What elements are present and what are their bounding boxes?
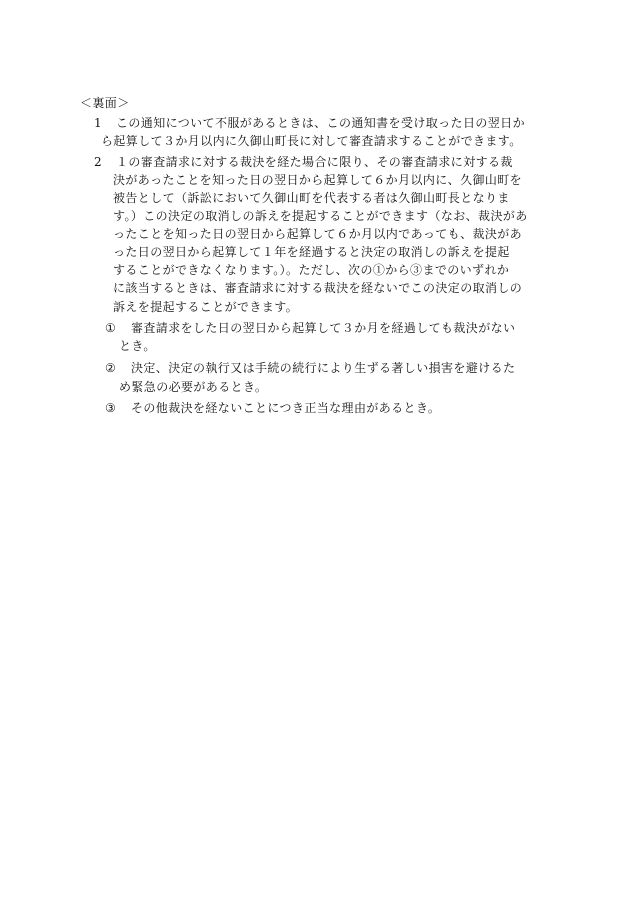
- subitem-1-line-2: とき。: [119, 339, 156, 353]
- item-2-line-7: することができなくなります。）。ただし、次の①から③までのいずれか: [113, 263, 510, 277]
- item-2-line-9: 訴えを提起することができます。: [113, 300, 299, 314]
- subitem-1-marker: ①: [105, 321, 116, 335]
- subitem-2-line-2: め緊急の必要があるとき。: [119, 380, 268, 394]
- subitem-3-line-1: その他裁決を経ないことにつき正当な理由があるとき。: [131, 401, 441, 415]
- subitem-2-marker: ②: [105, 361, 116, 375]
- item-2-line-2: 決があったことを知った日の翌日から起算して６か月以内に、久御山町を: [113, 173, 523, 187]
- subitem-3-marker: ③: [105, 401, 116, 415]
- item-1-number: 1: [94, 116, 102, 130]
- item-2-line-4: す。）この決定の取消しの訴えを提起することができます（なお、裁決があ: [113, 209, 528, 223]
- item-1-line-1: この通知について不服があるときは、この通知書を受け取った日の翌日か: [116, 116, 525, 130]
- item-2-line-5: ったことを知った日の翌日から起算して６か月以内であっても、裁決があ: [113, 227, 523, 241]
- subitem-2-line-1: 決定、決定の執行又は手続の続行により生ずる著しい損害を避けるた: [131, 361, 516, 375]
- subitem-1-line-1: 審査請求をした日の翌日から起算して３か月を経過しても裁決がない: [131, 321, 516, 335]
- item-2-line-6: った日の翌日から起算して１年を経過すると決定の取消しの訴えを提起: [113, 245, 510, 259]
- item-2-line-3: 被告として（訴訟において久御山町を代表する者は久御山町長となりま: [113, 191, 510, 205]
- back-side-heading: ＜裏面＞: [80, 96, 130, 110]
- item-2-line-8: に該当するときは、審査請求に対する裁決を経ないでこの決定の取消しの: [113, 281, 523, 295]
- item-1-line-2: ら起算して３か月以内に久御山町長に対して審査請求することができます。: [101, 134, 522, 148]
- item-2-line-1: １の審査請求に対する裁決を経た場合に限り、その審査請求に対する裁: [116, 155, 513, 169]
- item-2-number: 2: [94, 155, 102, 169]
